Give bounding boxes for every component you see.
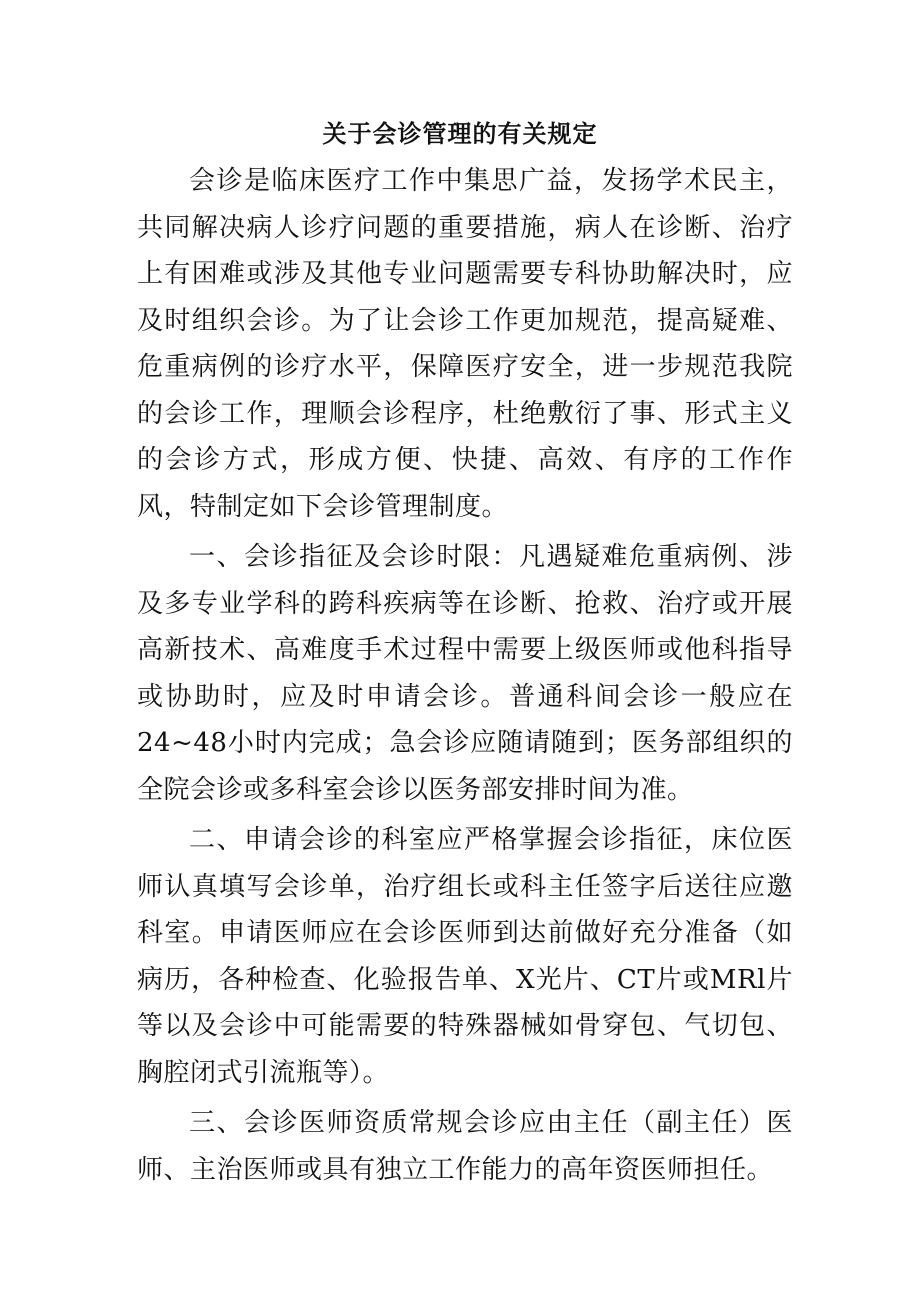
paragraph-section-2: 二、申请会诊的科室应严格掌握会诊指征，床位医师认真填写会诊单，治疗组长或科主任签字后送往应邀科室。申请医师应在会诊医师到达前做好充分准备（如病历，各种检查、化验报告单、X光片、CT片或MRl片等以及会诊中可能需要的特殊器械如骨穿包、气切包、胸腔闭式引流瓶等）。 bbox=[137, 825, 793, 1088]
paragraph-section-1: 一、会诊指征及会诊时限：凡遇疑难危重病例、涉及多专业学科的跨科疾病等在诊断、抢救、治疗或开展高新技术、高难度手术过程中需要上级医师或他科指导或协助时，应及时申请会诊。普通科间会诊一般应在24~48小时内完成；急会诊应随请随到；医务部组织的全院会诊或多科室会诊以医务部安排时间为准。 bbox=[137, 542, 793, 805]
document-title: 关于会诊管理的有关规定 bbox=[322, 119, 598, 148]
document-body bbox=[137, 158, 793, 1193]
paragraph-section-3: 三、会诊医师资质常规会诊应由主任（副主任）医师、主治医师或具有独立工作能力的高年资医师担任。 bbox=[137, 1108, 793, 1185]
paragraph-intro: 会诊是临床医疗工作中集思广益，发扬学术民主，共同解决病人诊疗问题的重要措施，病人在诊断、治疗上有困难或涉及其他专业问题需要专科协助解决时，应及时组织会诊。为了让会诊工作更加规范，提高疑难、危重病例的诊疗水平，保障医疗安全，进一步规范我院的会诊工作，理顺会诊程序，杜绝敷衍了事、形式主义的会诊方式，形成方便、快捷、高效、有序的工作作风，特制定如下会诊管理制度。 bbox=[137, 166, 793, 522]
